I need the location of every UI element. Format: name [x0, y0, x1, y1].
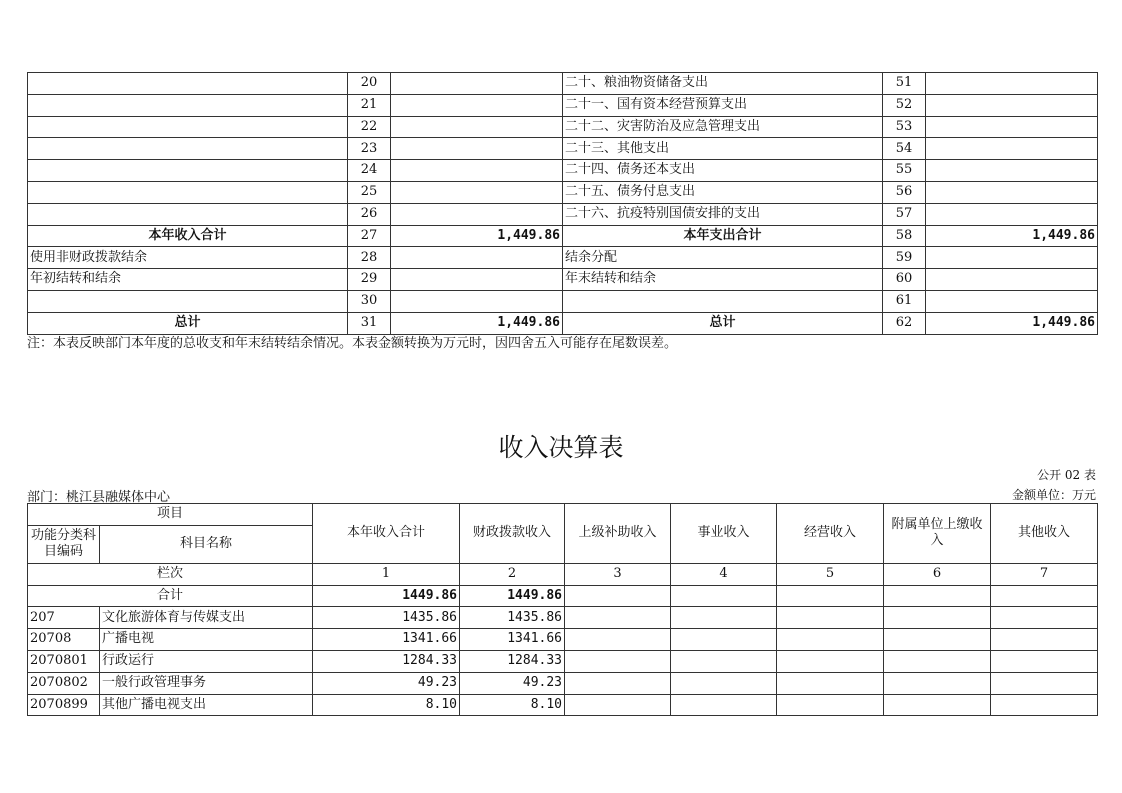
expense-item-label: 二十六、抗疫特别国债安排的支出 [563, 203, 883, 225]
expense-amount [926, 181, 1098, 203]
amount-cell [671, 694, 777, 716]
expense-line-number: 59 [883, 247, 926, 269]
amount-cell [884, 650, 991, 672]
expense-item-label: 二十三、其他支出 [563, 138, 883, 160]
income-item-label: 使用非财政拨款结余 [28, 247, 348, 269]
expense-line-number: 61 [883, 290, 926, 312]
income-line-number: 29 [348, 269, 391, 291]
column-number: 5 [777, 563, 884, 585]
income-amount [391, 247, 563, 269]
amount-cell [991, 694, 1098, 716]
column-number: 3 [565, 563, 671, 585]
subject-name: 其他广播电视支出 [100, 694, 313, 716]
expense-item-label: 二十二、灾害防治及应急管理支出 [563, 116, 883, 138]
summary-table-body [28, 73, 1098, 335]
summary-row [28, 290, 1098, 312]
table-row [28, 694, 1098, 716]
income-line-number: 24 [348, 160, 391, 182]
expense-amount [926, 247, 1098, 269]
amount-cell: 1341.66 [313, 629, 460, 651]
income-item-label [28, 94, 348, 116]
income-line-number: 28 [348, 247, 391, 269]
expense-item-label: 结余分配 [563, 247, 883, 269]
income-amount [391, 203, 563, 225]
column-number: 1 [313, 563, 460, 585]
subject-name: 文化旅游体育与传媒支出 [100, 607, 313, 629]
amount-cell [565, 629, 671, 651]
header-fiscal-income: 财政拨款收入 [460, 504, 565, 564]
summary-row [28, 94, 1098, 116]
expense-line-number: 58 [883, 225, 926, 247]
amount-cell: 8.10 [460, 694, 565, 716]
expense-line-number: 60 [883, 269, 926, 291]
subject-code: 2070801 [28, 650, 100, 672]
expense-line-number: 62 [883, 312, 926, 334]
income-line-number: 31 [348, 312, 391, 334]
table-note: 注：本表反映部门本年度的总收支和年末结转结余情况。本表金额转换为万元时，因四舍五入可能存在尾数误差。 [27, 336, 678, 351]
expense-amount [926, 94, 1098, 116]
expense-item-label [563, 290, 883, 312]
table-row [28, 672, 1098, 694]
income-amount: 1,449.86 [391, 225, 563, 247]
header-superior-subsidy: 上级补助收入 [565, 504, 671, 564]
expense-line-number: 57 [883, 203, 926, 225]
amount-cell [991, 650, 1098, 672]
amount-cell: 1435.86 [460, 607, 565, 629]
income-amount [391, 138, 563, 160]
header-row-1 [28, 504, 1098, 526]
sum-value [777, 585, 884, 607]
amount-cell [777, 607, 884, 629]
subject-name: 广播电视 [100, 629, 313, 651]
amount-cell [777, 629, 884, 651]
expense-amount [926, 269, 1098, 291]
amount-cell [777, 650, 884, 672]
amount-cell [991, 629, 1098, 651]
column-number: 6 [884, 563, 991, 585]
subject-code: 2070899 [28, 694, 100, 716]
amount-cell: 1435.86 [313, 607, 460, 629]
sum-value: 1449.86 [313, 585, 460, 607]
header-other-income: 其他收入 [991, 504, 1098, 564]
summary-row [28, 269, 1098, 291]
amount-cell: 8.10 [313, 694, 460, 716]
income-table-title: 收入决算表 [498, 433, 624, 462]
amount-cell [565, 672, 671, 694]
summary-row [28, 203, 1098, 225]
expense-line-number: 51 [883, 73, 926, 95]
amount-cell [884, 629, 991, 651]
amount-cell [884, 607, 991, 629]
expense-item-label: 二十、粮油物资储备支出 [563, 73, 883, 95]
amount-cell [884, 672, 991, 694]
income-line-number: 23 [348, 138, 391, 160]
income-item-label: 本年收入合计 [28, 225, 348, 247]
amount-cell [671, 650, 777, 672]
expense-amount [926, 203, 1098, 225]
expense-item-label: 总计 [563, 312, 883, 334]
income-line-number: 20 [348, 73, 391, 95]
expense-amount [926, 160, 1098, 182]
income-line-number: 27 [348, 225, 391, 247]
income-item-label [28, 203, 348, 225]
summary-row [28, 247, 1098, 269]
income-item-label: 年初结转和结余 [28, 269, 348, 291]
subject-code: 2070802 [28, 672, 100, 694]
expense-line-number: 54 [883, 138, 926, 160]
subject-code: 207 [28, 607, 100, 629]
amount-cell [991, 672, 1098, 694]
amount-cell [671, 607, 777, 629]
sum-value [565, 585, 671, 607]
expense-item-label: 二十一、国有资本经营预算支出 [563, 94, 883, 116]
column-number-row [28, 563, 1098, 585]
sum-row [28, 585, 1098, 607]
amount-cell [777, 672, 884, 694]
income-line-number: 30 [348, 290, 391, 312]
amount-cell [565, 694, 671, 716]
income-item-label: 总计 [28, 312, 348, 334]
income-item-label [28, 138, 348, 160]
table-row [28, 607, 1098, 629]
expense-amount [926, 116, 1098, 138]
expense-item-label: 本年支出合计 [563, 225, 883, 247]
amount-cell [671, 629, 777, 651]
income-amount [391, 181, 563, 203]
header-affiliated-income: 附属单位上缴收入 [884, 504, 991, 564]
income-item-label [28, 181, 348, 203]
income-amount [391, 94, 563, 116]
expense-amount [926, 138, 1098, 160]
summary-row [28, 181, 1098, 203]
expense-line-number: 56 [883, 181, 926, 203]
income-line-number: 25 [348, 181, 391, 203]
expense-amount: 1,449.86 [926, 225, 1098, 247]
income-expense-summary-table [27, 72, 1098, 335]
amount-cell: 1284.33 [313, 650, 460, 672]
expense-line-number: 52 [883, 94, 926, 116]
summary-row [28, 116, 1098, 138]
header-total-income: 本年收入合计 [313, 504, 460, 564]
header-business-income: 事业收入 [671, 504, 777, 564]
expense-amount [926, 290, 1098, 312]
summary-row [28, 138, 1098, 160]
summary-row [28, 73, 1098, 95]
amount-cell: 49.23 [313, 672, 460, 694]
expense-amount [926, 73, 1098, 95]
table-row [28, 629, 1098, 651]
summary-row [28, 225, 1098, 247]
income-line-number: 21 [348, 94, 391, 116]
income-amount [391, 269, 563, 291]
income-item-label [28, 290, 348, 312]
amount-cell [884, 694, 991, 716]
income-statement-table [27, 503, 1098, 716]
income-line-number: 26 [348, 203, 391, 225]
subject-code: 20708 [28, 629, 100, 651]
amount-unit-label: 金额单位：万元 [1011, 488, 1096, 502]
column-number: 4 [671, 563, 777, 585]
amount-cell [671, 672, 777, 694]
amount-cell: 1341.66 [460, 629, 565, 651]
income-amount: 1,449.86 [391, 312, 563, 334]
amount-cell: 1284.33 [460, 650, 565, 672]
header-operating-income: 经营收入 [777, 504, 884, 564]
subject-name: 一般行政管理事务 [100, 672, 313, 694]
expense-line-number: 53 [883, 116, 926, 138]
summary-row [28, 160, 1098, 182]
form-number: 公开 02 表 [1037, 468, 1096, 482]
amount-cell [565, 607, 671, 629]
income-table-body [28, 504, 1098, 716]
income-amount [391, 116, 563, 138]
table-row [28, 650, 1098, 672]
expense-line-number: 55 [883, 160, 926, 182]
column-number: 2 [460, 563, 565, 585]
expense-item-label: 二十五、债务付息支出 [563, 181, 883, 203]
expense-item-label: 二十四、债务还本支出 [563, 160, 883, 182]
sum-value [884, 585, 991, 607]
sum-value [671, 585, 777, 607]
income-item-label [28, 160, 348, 182]
sum-label: 合计 [28, 585, 313, 607]
expense-item-label: 年末结转和结余 [563, 269, 883, 291]
column-label: 栏次 [28, 563, 313, 585]
amount-cell [991, 607, 1098, 629]
income-item-label [28, 73, 348, 95]
income-amount [391, 73, 563, 95]
column-number: 7 [991, 563, 1098, 585]
header-subject-name: 科目名称 [100, 525, 313, 563]
amount-cell: 49.23 [460, 672, 565, 694]
header-item: 项目 [28, 504, 313, 526]
amount-cell [777, 694, 884, 716]
summary-row [28, 312, 1098, 334]
expense-amount: 1,449.86 [926, 312, 1098, 334]
subject-name: 行政运行 [100, 650, 313, 672]
income-amount [391, 290, 563, 312]
sum-value: 1449.86 [460, 585, 565, 607]
department-label: 部门：桃江县融媒体中心 [27, 490, 171, 505]
income-item-label [28, 116, 348, 138]
income-line-number: 22 [348, 116, 391, 138]
sum-value [991, 585, 1098, 607]
income-amount [391, 160, 563, 182]
amount-cell [565, 650, 671, 672]
header-function-code: 功能分类科目编码 [28, 525, 100, 563]
